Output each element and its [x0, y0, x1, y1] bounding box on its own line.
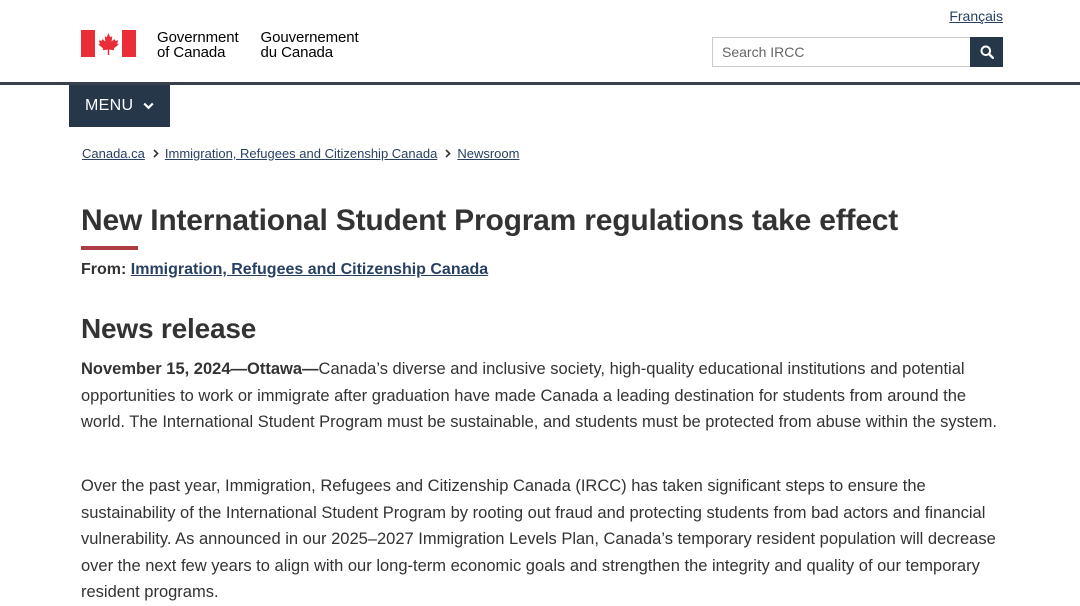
- breadcrumb-link-canada[interactable]: Canada.ca: [82, 146, 145, 161]
- signature-english: [157, 30, 239, 60]
- search-button[interactable]: [970, 37, 1003, 67]
- from-department-link[interactable]: Immigration, Refugees and Citizenship Canada: [130, 261, 489, 278]
- chevron-down-icon: [143, 102, 154, 110]
- signature-fr-line2: du Canada: [260, 44, 334, 61]
- breadcrumb-link-ircc[interactable]: Immigration, Refugees and Citizenship Canada: [164, 146, 438, 161]
- language-toggle-link[interactable]: Français: [949, 8, 1003, 24]
- article-paragraph: Over the past year, Immigration, Refugees and Citizenship Canada (IRCC) has taken significant steps to ensure the sustainability of the International Student Program by rooting out fraud and protecting students from bad actors and financial vulnerability. As announced in our 2025–2027 Immigration Levels Plan, Canada’s temporary resident population will decrease over the next few years to align with our long-term economic goals and strengthen the integrity and quality of our temporary resident programs.: [81, 477, 996, 602]
- search-input[interactable]: [712, 37, 970, 67]
- signature-en-line2: of Canada: [157, 44, 226, 61]
- search-form: [712, 37, 1003, 67]
- signature-french: [261, 30, 359, 60]
- chevron-right-icon: [445, 149, 451, 158]
- breadcrumb: [82, 146, 519, 161]
- signature-en-line1: Government: [157, 29, 239, 46]
- from-label: From:: [81, 261, 131, 278]
- canada-flag-icon: [81, 30, 136, 57]
- article-paragraph: [81, 356, 1006, 436]
- section-heading: News release: [81, 313, 257, 344]
- breadcrumb-link-newsroom[interactable]: Newsroom: [457, 146, 520, 161]
- title-accent-bar: [81, 246, 138, 250]
- search-icon: [980, 45, 994, 59]
- signature-fr-line1: Gouvernement: [260, 29, 359, 46]
- menu-label: MENU: [85, 97, 134, 114]
- chevron-right-icon: [153, 149, 159, 158]
- from-line: [81, 261, 488, 279]
- government-signature[interactable]: [81, 30, 359, 60]
- page-title: New International Student Program regulations take effect: [81, 204, 899, 237]
- paragraph-text: Canada’s diverse and inclusive society, high-quality educational institutions and potential opportunities to work or immigrate after graduation have made Canada a leading destination for students from around the world. The International Student Program must be sustainable, and students must be protected from abuse within the system.: [81, 360, 997, 432]
- dateline: November 15, 2024—Ottawa—: [81, 360, 319, 378]
- menu-button[interactable]: [69, 85, 170, 127]
